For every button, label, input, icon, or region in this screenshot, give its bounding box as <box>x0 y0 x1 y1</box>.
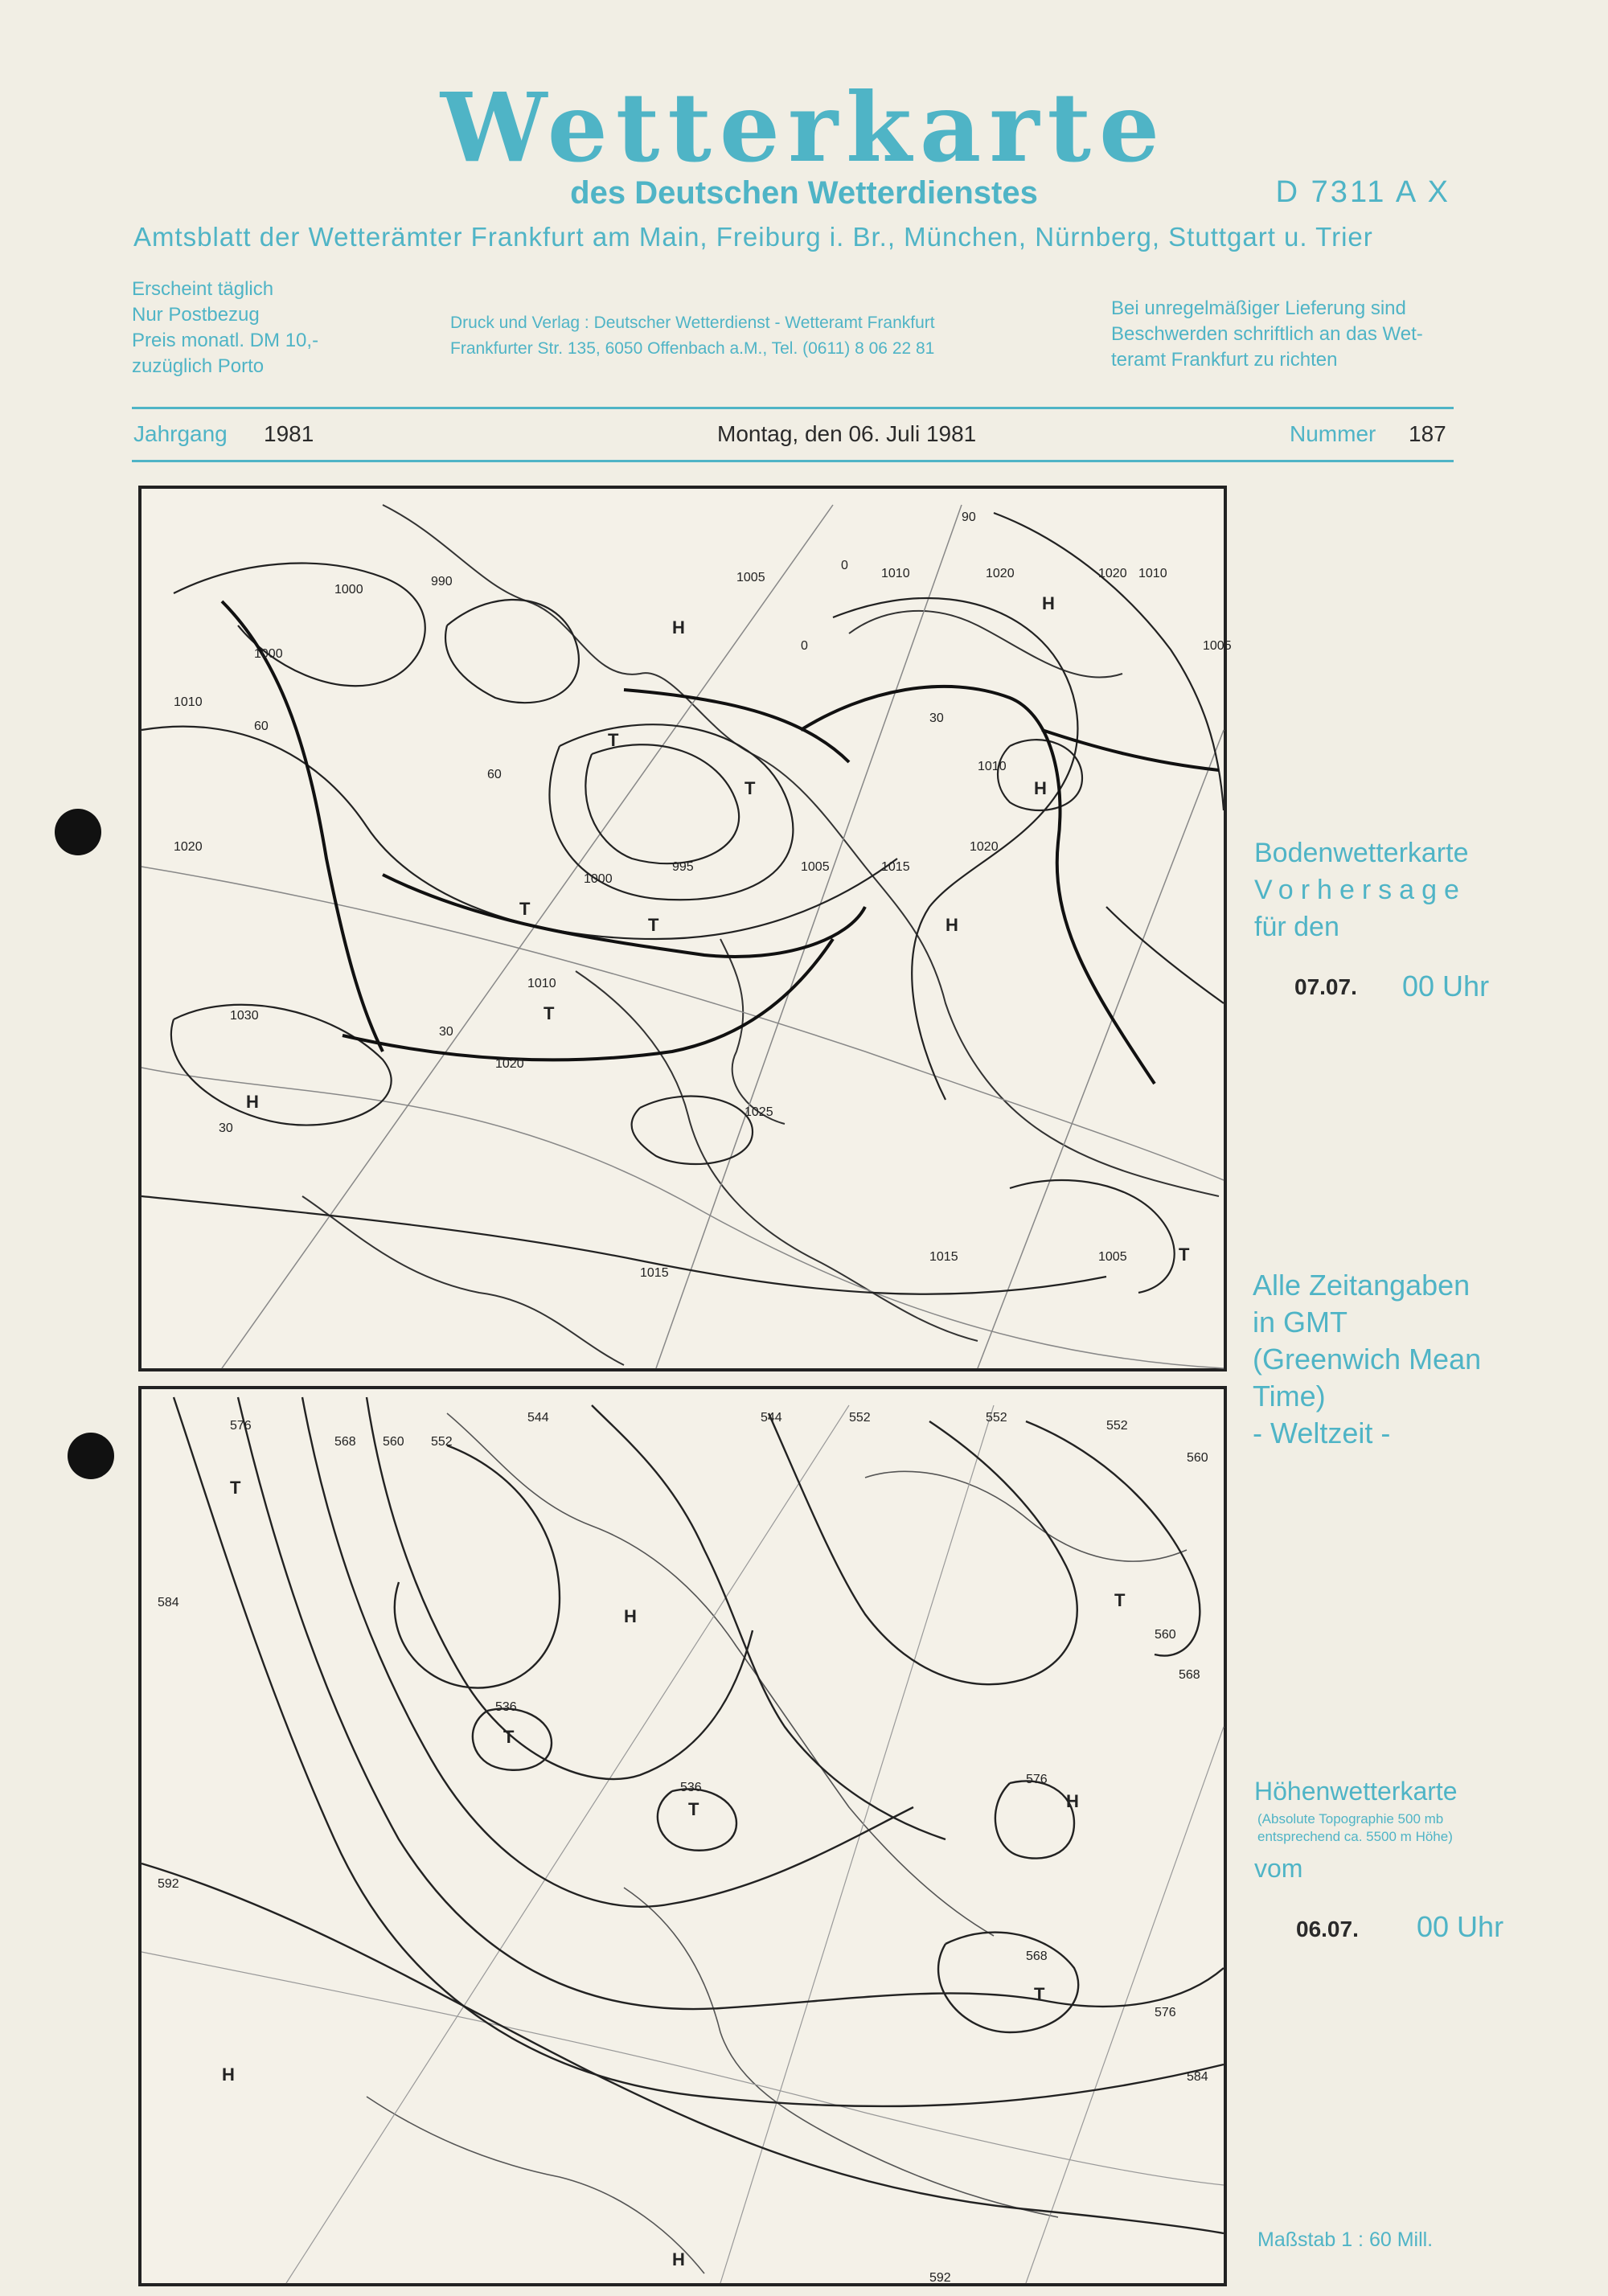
isobar-label: 1025 <box>745 1105 773 1119</box>
subscription-line: Nur Postbezug <box>132 304 260 326</box>
pressure-center: H <box>246 1092 259 1112</box>
subtitle: des Deutschen Wetterdienstes <box>570 175 1038 211</box>
contour-label: 536 <box>680 1781 702 1794</box>
publisher-line: Frankfurter Str. 135, 6050 Offenbach a.M., Tel. (0611) 8 06 22 81 <box>450 339 935 358</box>
coastlines <box>302 505 1219 1365</box>
pressure-center: H <box>1042 593 1055 613</box>
upper-note-line: (Absolute Topographie 500 mb <box>1257 1811 1444 1827</box>
contour-label: 560 <box>383 1435 404 1449</box>
isobar-label: 1000 <box>584 872 613 886</box>
height-center: H <box>222 2064 235 2085</box>
isobar-label: 1020 <box>1098 567 1127 580</box>
publisher-line: Druck und Verlag : Deutscher Wetterdienst - Wetteramt Frankfurt <box>450 314 935 332</box>
time-note-line: in GMT <box>1253 1306 1348 1339</box>
weather-fronts <box>222 601 1219 1084</box>
contour-label: 576 <box>230 1419 252 1433</box>
contour-label: 592 <box>158 1877 179 1891</box>
pressure-center: T <box>1179 1244 1190 1265</box>
complaint-line: Beschwerden schriftlich an das Wet- <box>1111 323 1423 345</box>
isobar-label: 1020 <box>986 567 1015 580</box>
analysis-time: 00 Uhr <box>1417 1910 1504 1943</box>
grid-label: 30 <box>929 711 944 725</box>
publisher-info <box>450 310 935 362</box>
height-center: T <box>503 1727 515 1747</box>
jahrgang-value: 1981 <box>264 421 314 446</box>
isobar-label: 1020 <box>970 840 999 854</box>
time-note-line: Alle Zeitangaben <box>1253 1269 1471 1302</box>
isobar-label: 1010 <box>527 977 556 990</box>
upper-map-drawing <box>142 1389 1224 2283</box>
height-contours <box>142 1397 1224 2233</box>
contour-label: 568 <box>334 1435 356 1449</box>
time-note-line: (Greenwich Mean <box>1253 1343 1482 1376</box>
height-center: T <box>230 1478 241 1498</box>
height-center: T <box>688 1799 699 1819</box>
isobar-label: 1020 <box>495 1057 524 1071</box>
subscription-line: Preis monatl. DM 10,- <box>132 330 319 351</box>
isobar-label: 1005 <box>736 571 765 584</box>
grid-label: 90 <box>962 510 976 524</box>
isobar-label: 1010 <box>174 695 203 709</box>
pressure-center: H <box>946 915 958 935</box>
isobar-label: 1010 <box>978 760 1007 773</box>
analysis-date: 06.07. <box>1296 1917 1359 1941</box>
isobar-label: 1005 <box>801 860 830 874</box>
complaint-info <box>1111 296 1423 373</box>
contour-label: 584 <box>158 1596 179 1609</box>
forecast-time: 00 Uhr <box>1402 970 1490 1002</box>
surface-caption-line: für den <box>1254 912 1339 942</box>
latitude-longitude-grid <box>142 1405 1224 2283</box>
upper-air-map <box>138 1386 1227 2286</box>
contour-label: 568 <box>1179 1668 1200 1682</box>
isobar-label: 1010 <box>881 567 910 580</box>
isobar-label: 1000 <box>334 583 363 597</box>
isobar-label: 1010 <box>1138 567 1167 580</box>
contour-label: 592 <box>929 2271 951 2285</box>
contour-label: 576 <box>1026 1773 1048 1786</box>
height-center: H <box>1066 1791 1079 1811</box>
doc-number: D 7311 A X <box>1275 175 1450 209</box>
upper-note-line: entsprechend ca. 5500 m Höhe) <box>1257 1829 1453 1844</box>
contour-label: 560 <box>1155 1628 1176 1642</box>
contour-label: 552 <box>986 1411 1007 1425</box>
time-note-line: Time) <box>1253 1380 1326 1412</box>
complaint-line: Bei unregelmäßiger Lieferung sind <box>1111 297 1406 319</box>
upper-vom: vom <box>1254 1854 1303 1883</box>
punch-hole <box>68 1433 114 1479</box>
contour-label: 536 <box>495 1700 517 1714</box>
contour-label: 552 <box>849 1411 871 1425</box>
contour-label: 576 <box>1155 2006 1176 2019</box>
isobar-label: 990 <box>431 575 453 588</box>
isobar-label: 1030 <box>230 1009 259 1023</box>
surface-caption-line: Bodenwetterkarte <box>1254 838 1469 868</box>
surface-caption-line: Vorhersage <box>1254 875 1466 905</box>
subscription-line: Erscheint täglich <box>132 278 274 300</box>
contour-label: 544 <box>527 1411 549 1425</box>
time-note <box>1253 1267 1481 1452</box>
subscription-info <box>132 277 318 379</box>
header-divider <box>132 407 1454 409</box>
isobar-label: 1015 <box>881 860 910 874</box>
grid-label: 0 <box>801 639 808 653</box>
pressure-center: H <box>672 617 685 638</box>
header-divider <box>132 460 1454 462</box>
issue-date: Montag, den 06. Juli 1981 <box>717 421 977 446</box>
map-scale: Maßstab 1 : 60 Mill. <box>1257 2228 1434 2251</box>
height-center: H <box>672 2249 685 2269</box>
grid-label: 60 <box>254 720 269 733</box>
subscription-line: zuzüglich Porto <box>132 355 265 377</box>
surface-weather-map <box>138 486 1232 1371</box>
contour-label: 544 <box>761 1411 782 1425</box>
complaint-line: teramt Frankfurt zu richten <box>1111 349 1338 371</box>
forecast-date: 07.07. <box>1294 974 1357 999</box>
contour-label: 560 <box>1187 1451 1208 1465</box>
contour-label: 584 <box>1187 2070 1208 2084</box>
pressure-center: T <box>648 915 659 935</box>
upper-caption: Höhenwetterkarte <box>1254 1777 1458 1806</box>
height-center: T <box>1114 1590 1126 1610</box>
isobar-label: 1015 <box>640 1266 669 1280</box>
isobar-label: 1000 <box>254 647 283 661</box>
page-title: Wetterkarte <box>440 72 1168 183</box>
grid-label: 0 <box>841 559 848 572</box>
isobar-label: 1005 <box>1098 1250 1127 1264</box>
pressure-center: T <box>544 1003 555 1023</box>
time-note-line: - Weltzeit - <box>1253 1417 1391 1449</box>
grid-label: 30 <box>439 1025 453 1039</box>
isobar-label: 995 <box>672 860 694 874</box>
height-center: H <box>624 1606 637 1626</box>
isobar-label: 1015 <box>929 1250 958 1264</box>
coastlines <box>367 1413 1187 2273</box>
grid-label: 30 <box>219 1121 233 1135</box>
grid-label: 60 <box>487 768 502 781</box>
contour-label: 552 <box>1106 1419 1128 1433</box>
jahrgang-label: Jahrgang <box>133 421 228 446</box>
isobar-label: 1005 <box>1203 639 1232 653</box>
punch-hole <box>55 809 101 855</box>
pressure-center: H <box>1034 778 1047 798</box>
surface-map-drawing <box>142 489 1232 1368</box>
contour-label: 552 <box>431 1435 453 1449</box>
nummer-label: Nummer <box>1290 421 1376 446</box>
pressure-center: T <box>519 899 531 919</box>
upper-note <box>1257 1810 1453 1846</box>
isobar-label: 1020 <box>174 840 203 854</box>
height-center: T <box>1034 1984 1045 2004</box>
nummer-value: 187 <box>1409 421 1446 446</box>
pressure-center: T <box>608 730 619 750</box>
contour-label: 568 <box>1026 1950 1048 1963</box>
amtsblatt-line: Amtsblatt der Wetterämter Frankfurt am Main, Freiburg i. Br., München, Nürnberg, Stuttgart u. Trier <box>133 222 1373 252</box>
pressure-center: T <box>745 778 756 798</box>
